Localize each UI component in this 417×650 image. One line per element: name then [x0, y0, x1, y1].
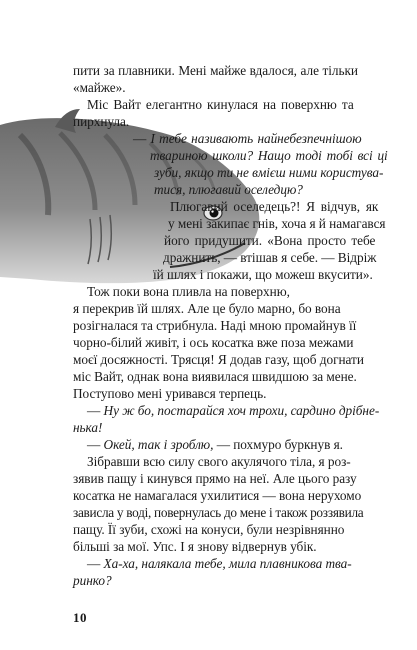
- text-line: твариною школи? Нащо тоді тобі всі ці: [150, 148, 388, 163]
- text-line: зуби, якщо ти не вмієш ними користува-: [154, 165, 384, 180]
- dialogue-line: [133, 130, 362, 147]
- narration-text: — похмуро буркнув я.: [213, 437, 343, 452]
- text-line: «майже».: [73, 80, 126, 95]
- text-line: тися, плюгавий оселедцю?: [154, 182, 303, 197]
- text-line: Поступово мені уривався терпець.: [73, 386, 267, 401]
- dialogue-line: [87, 555, 352, 572]
- text-line: Плюгавий оселедець?! Я відчув, як: [170, 199, 379, 214]
- dash: —: [133, 131, 151, 146]
- text-line: пирхнула.: [73, 114, 130, 129]
- text-line: чорно-білий живіт, і ось косатка вже поза межами: [73, 335, 354, 350]
- text-line: більші за мої. Упс. І я знову відвернув убік.: [73, 539, 317, 554]
- dash: —: [87, 437, 104, 452]
- text-line: Зібравши всю силу свого акулячого тіла, я роз-: [87, 454, 351, 469]
- dialogue-line: [87, 402, 379, 419]
- text-line: я перекрив їй шлях. Але це було марно, бо вона: [73, 301, 341, 316]
- dialogue-text: Окей, так і зроблю,: [103, 437, 214, 452]
- text-line: його придушити. «Вона просто тебе: [164, 233, 376, 248]
- text-line: ринко?: [73, 573, 112, 588]
- dash: —: [87, 556, 104, 571]
- dialogue-text: І тебе називають найнебезпечнішою: [150, 131, 362, 146]
- text-line: моєї досяжності. Трясця! Я додав газу, щоб догнати: [73, 352, 364, 367]
- text-line: косатка не намагалася ухилитися — вона нерухомо: [73, 488, 362, 503]
- dialogue-text: Ну ж бо, постарайся хоч трохи, сардино дрібне-: [103, 403, 380, 418]
- dash: —: [87, 403, 104, 418]
- text-line: Міс Вайт елегантно кинулася на поверхню та: [87, 97, 354, 112]
- text-line: дражнить, — втішав я себе. — Відріж: [163, 250, 377, 265]
- dialogue-text: Ха-ха, налякала тебе, мила плавникова тва-: [103, 556, 352, 571]
- text-line: зависла у воді, повернулась до мене і також роззявила: [73, 505, 364, 520]
- text-line: нька!: [73, 420, 103, 435]
- text-line: їй шлях і покажи, що можеш вкусити».: [153, 267, 373, 282]
- text-line: зявив пащу і кинувся прямо на неї. Але цього разу: [73, 471, 357, 486]
- text-line: Тож поки вона пливла на поверхню,: [87, 284, 290, 299]
- page-number: 10: [73, 610, 87, 625]
- dialogue-line: [87, 436, 343, 453]
- text-line: у мені закипає гнів, хоча я й намагався: [168, 216, 386, 231]
- text-line: розігналася та стрибнула. Наді мною промайнув її: [73, 318, 357, 333]
- text-line: пащу. Її зуби, схожі на конуси, були незрівнянно: [73, 522, 345, 537]
- text-line: міс Вайт, однак вона виявилася швидшою за мене.: [73, 369, 357, 384]
- text-line: пити за плавники. Мені майже вдалося, але тільки: [73, 63, 358, 78]
